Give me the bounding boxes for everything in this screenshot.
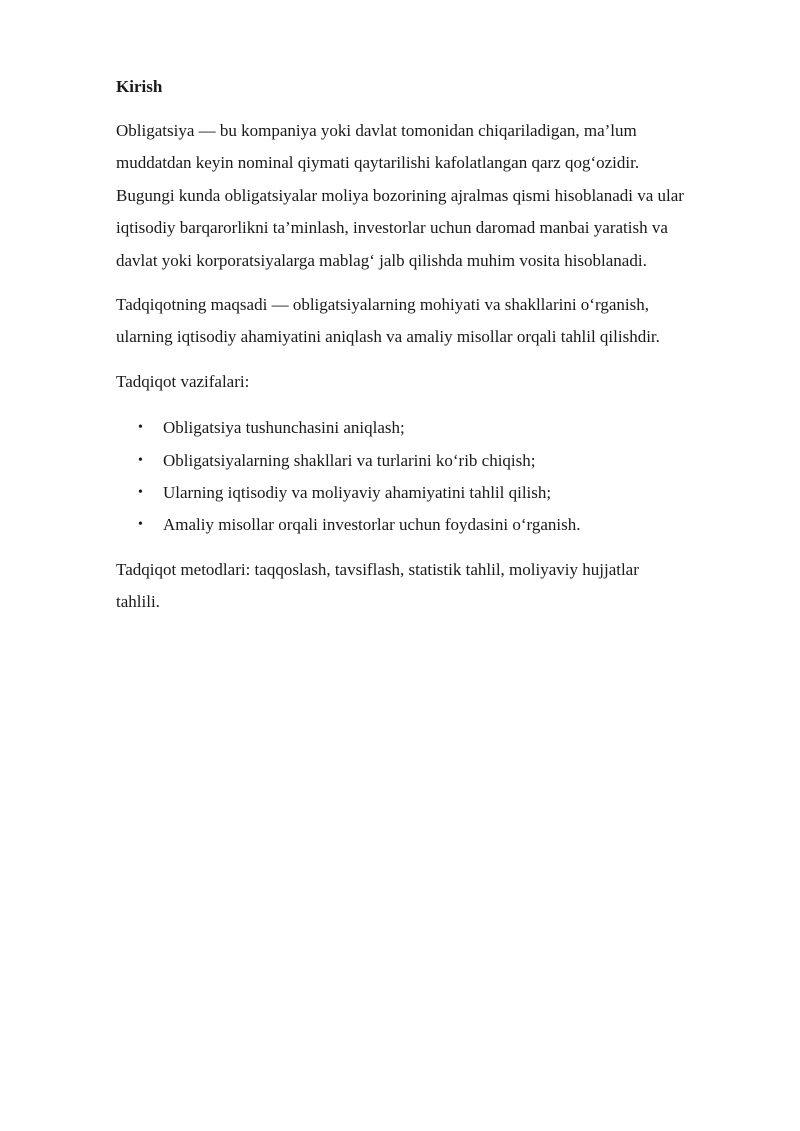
goal-paragraph	[116, 289, 756, 354]
list-item	[116, 509, 756, 541]
bullet-icon: •	[138, 420, 143, 436]
methods-paragraph	[116, 554, 756, 619]
bullet-icon: •	[138, 452, 143, 468]
tasks-label: Tadqiqot vazifalari:	[116, 371, 250, 391]
intro-line: muddatdan keyin nominal qiymati qaytarilishi kafolatlangan qarz qog‘ozidir.	[116, 153, 640, 173]
methods-line: Tadqiqot metodlari: taqqoslash, tavsiflash, statistik tahlil, moliyaviy hujjatlar	[116, 559, 639, 579]
document-body	[116, 76, 756, 631]
list-item-text: Obligatsiya tushunchasini aniqlash;	[163, 418, 405, 438]
list-item-text: Amaliy misollar orqali investorlar uchun foydasini o‘rganish.	[163, 515, 581, 535]
intro-line: iqtisodiy barqarorlikni ta’minlash, investorlar uchun daromad manbai yaratish va	[116, 218, 668, 238]
goal-line: ularning iqtisodiy ahamiyatini aniqlash va amaliy misollar orqali tahlil qilishdir.	[116, 327, 660, 347]
intro-paragraph	[116, 115, 756, 277]
list-item-text: Ularning iqtisodiy va moliyaviy ahamiyatini tahlil qilish;	[163, 483, 552, 503]
bullet-icon: •	[138, 517, 143, 533]
intro-line: Bugungi kunda obligatsiyalar moliya bozorining ajralmas qismi hisoblanadi va ular	[116, 185, 684, 205]
list-item	[116, 477, 756, 509]
intro-line: davlat yoki korporatsiyalarga mablag‘ jalb qilishda muhim vosita hisoblanadi.	[116, 250, 647, 270]
bullet-icon: •	[138, 485, 143, 501]
intro-line: Obligatsiya — bu kompaniya yoki davlat tomonidan chiqariladigan, ma’lum	[116, 121, 637, 140]
methods-line: tahlili.	[116, 592, 160, 612]
goal-line: Tadqiqotning maqsadi — obligatsiyalarning mohiyati va shakllarini o‘rganish,	[116, 295, 649, 315]
list-item	[116, 445, 756, 477]
list-item	[116, 412, 756, 444]
tasks-list	[116, 412, 756, 542]
list-item-text: Obligatsiyalarning shakllari va turlarini ko‘rib chiqish;	[163, 450, 536, 470]
section-heading: Kirish	[116, 77, 163, 96]
